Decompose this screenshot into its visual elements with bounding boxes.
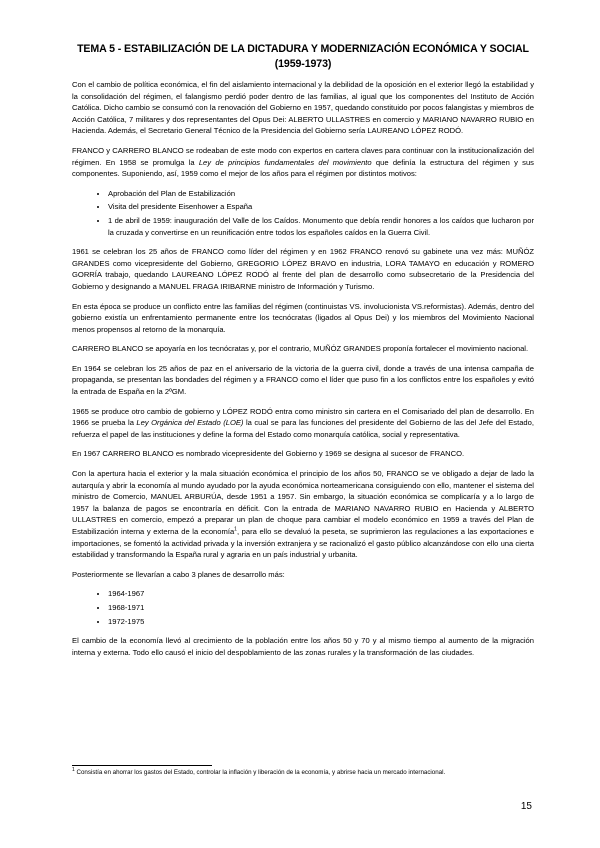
list-item: • 1 de abril de 1959: inauguración del Valle de los Caídos. Monumento que debía rendir honores a los caídos que lucharon por la cruzada y convertirse en un reunificación entre todos los españoles caídos en la Guerra Civil.	[108, 215, 534, 238]
page-number: 15	[520, 801, 532, 812]
paragraph-9-tail: , para ello se devaluó la peseta, se suprimieron las regulaciones a las exportaciones e importaciones, se fomentó la actividad privada y la inversión extranjera y se racionalizó el gasto público alcanzándose con ello una cierta estabilidad y transformando la España rural y agraria en un país industrial y urbanita.	[72, 527, 535, 560]
paragraph-4: En esta época se produce un conflicto entre las familias del régimen (continuistas VS. involucionista VS.reformistas). Además, dentro del gobierno existía un enfrentamiento permanente entre los tecnócratas (ligados al Opus Dei) y los miembros del Movimiento Nacional menos propensos al retorno de la monarquía.	[72, 301, 534, 334]
paragraph-3: 1961 se celebran los 25 años de FRANCO como líder del régimen y en 1962 FRANCO renovó su gabinete una vez más: MUÑÓZ GRANDES como vicepresidente del Gobierno, GREGORIO LÓPEZ BRAVO en industria, LORA TAMAYO en educación y ROMERO GORRÍA trabajo, quedando LAUREANO LÓPEZ RODÓ al frente del plan de desarrollo como subsecretario de la Presidencia del Gobierno y designando a MANUEL FRAGA IRIBARNE ministro de Información y Turismo.	[72, 247, 534, 291]
paragraph-5: CARRERO BLANCO se apoyaría en los tecnócratas y, por el contrario, MUÑÓZ GRANDES proponía fortalecer el movimiento nacional.	[72, 344, 529, 354]
paragraph-6: En 1964 se celebran los 25 años de paz en el aniversario de la victoria de la guerra civil, donde a través de una intensa campaña de propaganda, se presentan las bondades del régimen y a FRANCO como el líder que puso fin a los conflictos entre los españoles y evitó la entrada de España en la 2ºGM.	[72, 363, 534, 397]
title-line-2: (1959-1973)	[274, 58, 332, 70]
paragraph-8: En 1967 CARRERO BLANCO es nombrado vicepresidente del Gobierno y 1969 se designa al sucesor de FRANCO.	[72, 449, 465, 459]
paragraph-9-text: Con la apertura hacia el exterior y la mala situación económica el principio de los años 50, FRANCO se ve obligado a dejar de lado la autarquía y abrir la economía al mundo ayudado por la ayuda económica norteamericana consiguiendo con ello, mantener el sistema del ministro de Comercio, MANUEL ARBURÚA, desde 1951 a 1957. Sin embargo, la situación económica se complicaría y a lo largo de 1957 la balanza de pagos se encontraría en déficit. Con la entrada de MARIANO NAVARRO RUBIO en Hacienda y ALBERTO ULLASTRES en comercio, empezó a preparar un plan de choque para cambiar el modelo económico en 1959 a través del Plan de Estabilización interna y externa de la economía	[72, 469, 534, 536]
document-title	[72, 0, 534, 72]
paragraph-7: 1965 se produce otro cambio de gobierno y LÓPEZ RODÓ entra como ministro sin cartera en el Comisariado del plan de desarrollo. En 1966 se prueba la Ley Orgánica del Estado (LOE) la cual se para las funciones del presidente del Gobierno de las del Jefe del Estado, refuerza el papel de las instituciones y define la forma del Estado como monarquía católica, social y representativa.	[72, 406, 534, 439]
paragraph-1: Con el cambio de política económica, el fin del aislamiento internacional y la debilidad de la oposición en el exterior llegó la estabilidad y la consolidación del régimen, el falangismo perdió poder dentro de las familias, al igual que los componentes del Instituto de Acción Católica. Dicho cambio se consumó con la renovación del Gobierno en 1957, quedando constituido por pocos falangistas y miembros de Acción Católica, 7 militares y dos representantes del Opus Dei: ALBERTO ULLASTRES en comercio y MARIANO NAVARRO RUBIO en Hacienda. Además, el Secretario General Técnico de la Presidencia del Gobierno sería LAUREANO LÓPEZ RODÓ.	[72, 80, 534, 136]
footnote-reference[interactable]: 1	[234, 526, 237, 533]
footnote-divider	[72, 765, 212, 766]
list-item: • 1972-1975	[108, 616, 534, 628]
footnote-marker: 1	[72, 766, 75, 773]
motives-list	[72, 188, 534, 238]
footnote	[72, 768, 534, 777]
law-1958-title: Ley de principios fundamentales del movimiento	[198, 157, 372, 167]
list-item: • 1964-1967	[108, 588, 534, 600]
list-item: • 1968-1971	[108, 602, 534, 614]
paragraph-9	[72, 468, 534, 561]
list-item: • Visita del presidente Eisenhower a España	[108, 201, 534, 213]
paragraph-10: Posteriormente se llevarían a cabo 3 planes de desarrollo más:	[72, 569, 285, 579]
paragraph-11: El cambio de la economía llevó al crecimiento de la población entre los años 50 y 70 y al mismo tiempo al aumento de la migración interna y externa. Todo ello causó el inicio del despoblamiento de las zonas rurales y la transformación de las ciudades.	[72, 636, 534, 657]
plans-list	[72, 588, 534, 627]
title-line-1: TEMA 5 - ESTABILIZACIÓN DE LA DICTADURA Y MODERNIZACIÓN ECONÓMICA Y SOCIAL	[77, 43, 529, 55]
list-item: • Aprobación del Plan de Estabilización	[108, 188, 534, 200]
law-1966-title: Ley Orgánica del Estado (LOE)	[136, 418, 244, 428]
paragraph-2-text: FRANCO y CARRERO BLANCO se rodeaban de este modo con expertos en cartera claves para continuar con la institucionalización del régimen. En 1958 se promulga la Ley de principios fundamentales del movimiento que definía la estructura del régimen y sus componentes. Suponiendo, así, 1959 como el mejor de los años para el régimen por distintos motivos:	[72, 145, 534, 179]
paragraph-2	[72, 145, 534, 180]
footnote-text: Consistía en ahorrar los gastos del Estado, controlar la inflación y liberación de la economía, y abrirse hacia un mercado internacional.	[76, 769, 446, 776]
